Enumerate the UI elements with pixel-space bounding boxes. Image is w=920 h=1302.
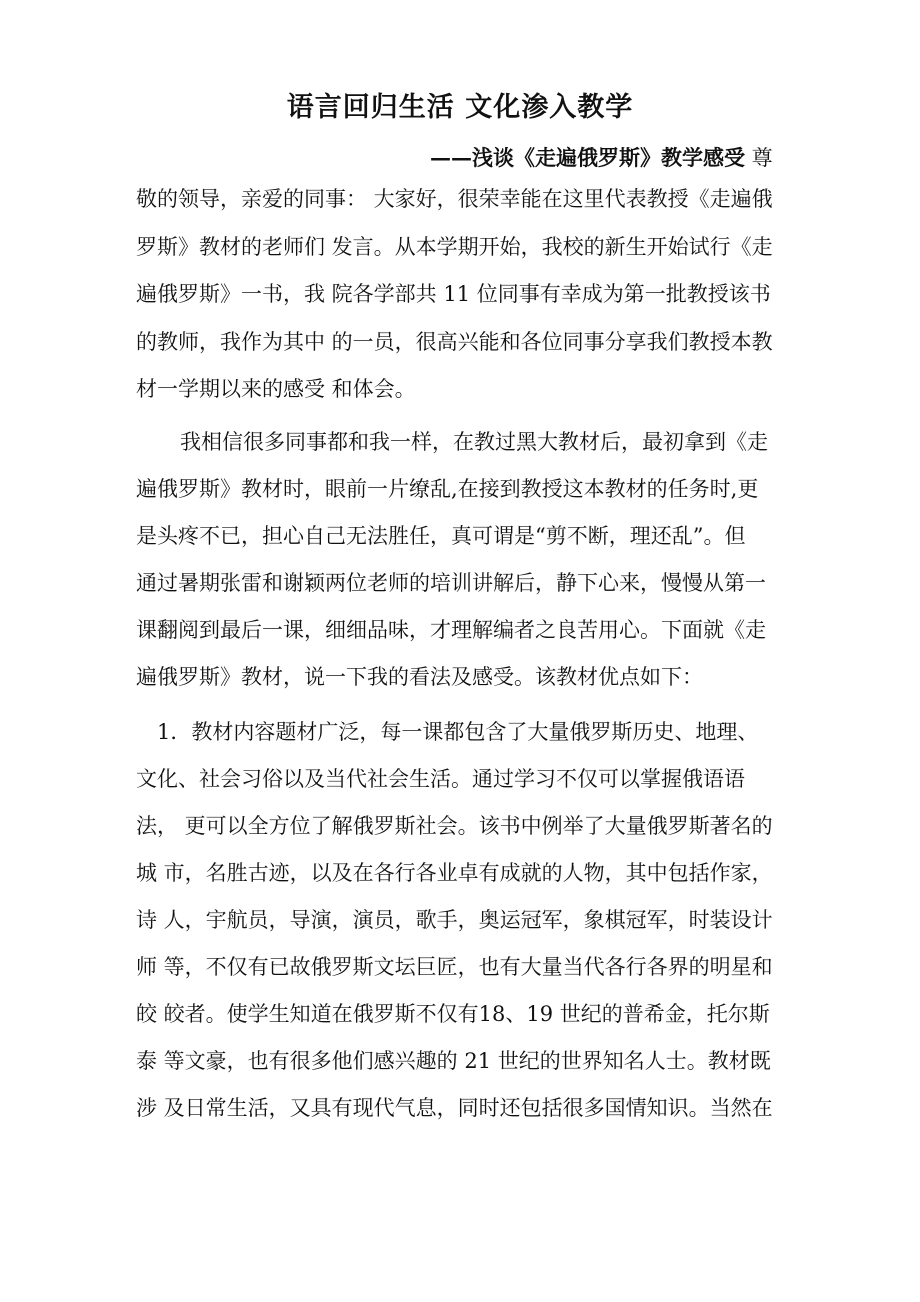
text-line: 泰 等文豪，也有很多他们感兴趣的 21 世纪的世界知名人士。教材既 xyxy=(136,1049,771,1073)
text-line: 是头疼不已，担心自己无法胜任，真可谓是“剪不断，理还乱”。但 xyxy=(136,524,746,548)
text-line: 材一学期以来的感受 和体会。 xyxy=(136,377,416,401)
document-title: 语言回归生活 文化渗入教学 xyxy=(286,92,634,123)
text-line: 罗斯》教材的老师们 发言。从本学期开始，我校的新生开始试行《走 xyxy=(136,235,773,259)
text-line: 课翻阅到最后一课，细细品味，才理解编者之良苦用心。下面就《走 xyxy=(136,618,766,642)
text-line: 遍俄罗斯》一书，我 院各学部共 11 位同事有幸成为第一批教授该书 xyxy=(136,282,771,306)
text-line: 城 市，名胜古迹，以及在各行各业卓有成就的人物，其中包括作家， xyxy=(136,861,773,885)
text-line: 1．教材内容题材广泛，每一课都包含了大量俄罗斯历史、地理、 xyxy=(157,720,759,744)
text-line: 法， 更可以全方位了解俄罗斯社会。该书中例举了大量俄罗斯著名的 xyxy=(136,814,773,838)
text-line: 我相信很多同事都和我一样，在教过黑大教材后，最初拿到《走 xyxy=(180,430,768,454)
subtitle-tail: 尊 xyxy=(745,146,773,170)
text-line: 遍俄罗斯》教材时，眼前一片缭乱,在接到教授这本教材的任务时,更 xyxy=(136,477,759,501)
text-line: 文化、社会习俗以及当代社会生活。通过学习不仅可以掌握俄语语 xyxy=(136,767,745,791)
subtitle-line xyxy=(430,143,773,173)
text-line: 敬的领导，亲爱的同事： 大家好，很荣幸能在这里代表教授《走遍俄 xyxy=(136,187,773,211)
text-line: 通过暑期张雷和谢颖两位老师的培训讲解后，静下心来，慢慢从第一 xyxy=(136,571,766,595)
text-line: 师 等，不仅有已故俄罗斯文坛巨匠，也有大量当代各行各界的明星和 xyxy=(136,955,773,979)
text-line: 的教师，我作为其中 的一员，很高兴能和各位同事分享我们教授本教 xyxy=(136,330,773,354)
text-line: 诗 人，宇航员，导演，演员，歌手，奥运冠军，象棋冠军，时装设计 xyxy=(136,908,773,932)
text-line: 涉 及日常生活，又具有现代气息，同时还包括很多国情知识。当然在 xyxy=(136,1096,773,1120)
document-subtitle: ——浅谈《走遍俄罗斯》教学感受 xyxy=(430,145,745,170)
text-line: 遍俄罗斯》教材，说一下我的看法及感受。该教材优点如下： xyxy=(136,665,703,689)
text-line: 皎 皎者。使学生知道在俄罗斯不仅有18、19 世纪的普希金，托尔斯 xyxy=(136,1002,770,1026)
